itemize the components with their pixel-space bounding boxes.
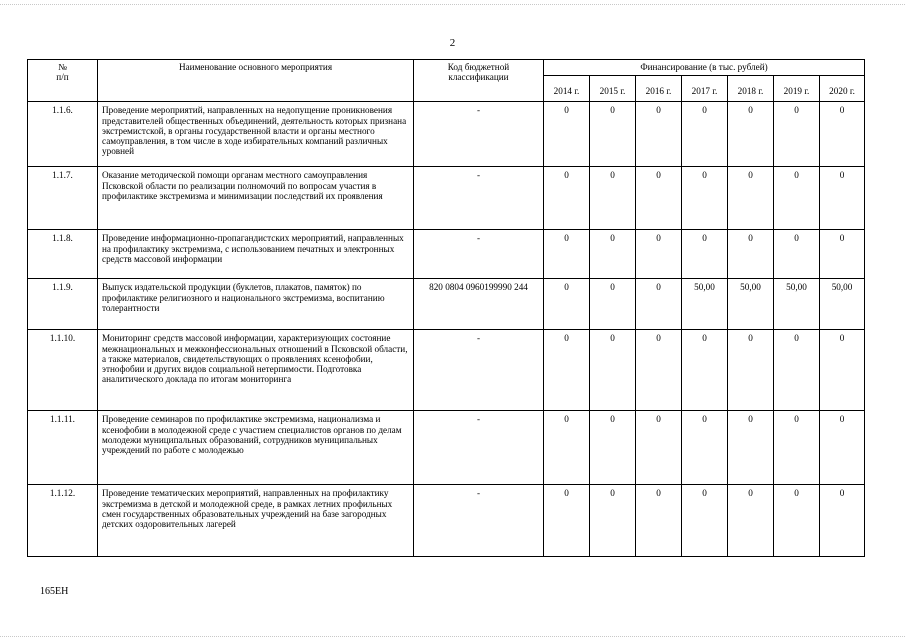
row-value: 0 (728, 102, 774, 167)
row-value: 0 (774, 102, 820, 167)
row-name: Проведение мероприятий, направленных на недопущение проникновения представителей общественных объединений, деятельность которых признана экстремистской, в органы государственной власти и органы местного самоуправления, в том числе в ходе избирательных компаний различных уровней (98, 102, 414, 167)
row-value: 0 (590, 102, 636, 167)
table-row (28, 279, 865, 330)
header-year: 2019 г. (774, 76, 820, 102)
row-value: 0 (820, 230, 865, 279)
header-year: 2017 г. (682, 76, 728, 102)
row-value: 0 (728, 485, 774, 557)
row-name: Проведение информационно-пропагандистских мероприятий, направленных на профилактику экстремизма, с использованием печатных и электронных средств массовой информации (98, 230, 414, 279)
row-value: 50,00 (682, 279, 728, 330)
row-value: 0 (728, 330, 774, 411)
scan-edge-bottom (0, 636, 905, 637)
row-value: 0 (820, 102, 865, 167)
row-value: 0 (544, 102, 590, 167)
row-value: 50,00 (728, 279, 774, 330)
row-name: Оказание методической помощи органам местного самоуправления Псковской области по реализации полномочий по вопросам участия в профилактике экстремизма и минимизации последствий их проявления (98, 167, 414, 230)
row-code: - (414, 411, 544, 485)
table-row (28, 230, 865, 279)
row-value: 0 (820, 167, 865, 230)
row-value: 0 (544, 167, 590, 230)
row-value: 50,00 (820, 279, 865, 330)
row-number: 1.1.12. (28, 485, 98, 557)
table-row (28, 485, 865, 557)
row-code: - (414, 230, 544, 279)
row-value: 0 (774, 330, 820, 411)
row-value: 0 (820, 411, 865, 485)
row-name: Проведение тематических мероприятий, направленных на профилактику экстремизма в детской и молодежной среде, в рамках летних профильных смен государственных образовательных учреждений на базе загородных детских оздоровительных лагерей (98, 485, 414, 557)
row-value: 0 (544, 485, 590, 557)
row-value: 0 (636, 279, 682, 330)
row-value: 0 (544, 411, 590, 485)
row-value: 0 (590, 279, 636, 330)
row-name: Проведение семинаров по профилактике экстремизма, национализма и ксенофобии в молодежной среде с участием специалистов органов по делам молодежи муниципальных образований, сотрудников муниципальных учреждений по работе с молодежью (98, 411, 414, 485)
row-value: 0 (728, 230, 774, 279)
row-value: 0 (590, 411, 636, 485)
row-code: - (414, 330, 544, 411)
row-value: 0 (590, 167, 636, 230)
row-value: 0 (636, 330, 682, 411)
row-value: 0 (636, 102, 682, 167)
row-value: 0 (774, 411, 820, 485)
row-value: 0 (590, 330, 636, 411)
row-value: 0 (636, 411, 682, 485)
row-name: Выпуск издательской продукции (буклетов, плакатов, памяток) по профилактике религиозного и национального экстремизма, воспитанию толерантности (98, 279, 414, 330)
row-value: 0 (682, 485, 728, 557)
row-value: 0 (682, 102, 728, 167)
row-code: 820 0804 0960199990 244 (414, 279, 544, 330)
table-row (28, 411, 865, 485)
footer-code: 165EH (40, 586, 69, 597)
header-number-label: № п/п (56, 62, 69, 83)
header-year: 2014 г. (544, 76, 590, 102)
row-code: - (414, 485, 544, 557)
header-year: 2015 г. (590, 76, 636, 102)
row-value: 0 (682, 411, 728, 485)
financing-table (27, 59, 865, 557)
row-number: 1.1.7. (28, 167, 98, 230)
row-code: - (414, 167, 544, 230)
row-value: 50,00 (774, 279, 820, 330)
row-value: 0 (682, 330, 728, 411)
header-year: 2020 г. (820, 76, 865, 102)
row-name: Мониторинг средств массовой информации, характеризующих состояние межнациональных и межконфессиональных отношений в Псковской области, а также материалов, свидетельствующих о проявлениях ксенофобии, этнофобии и других видов социальной нетерпимости. Подготовка аналитического доклада по итогам мониторинга (98, 330, 414, 411)
row-number: 1.1.9. (28, 279, 98, 330)
table-row (28, 167, 865, 230)
header-code: Код бюджетной классификации (414, 60, 544, 102)
row-value: 0 (682, 230, 728, 279)
header-year: 2016 г. (636, 76, 682, 102)
row-number: 1.1.11. (28, 411, 98, 485)
header-name: Наименование основного мероприятия (98, 60, 414, 102)
row-value: 0 (728, 411, 774, 485)
row-value: 0 (774, 230, 820, 279)
row-value: 0 (728, 167, 774, 230)
table-row (28, 102, 865, 167)
row-value: 0 (544, 330, 590, 411)
scan-edge-top (0, 4, 905, 5)
row-number: 1.1.6. (28, 102, 98, 167)
row-value: 0 (774, 485, 820, 557)
row-value: 0 (544, 279, 590, 330)
row-code: - (414, 102, 544, 167)
row-value: 0 (636, 230, 682, 279)
row-value: 0 (636, 485, 682, 557)
row-value: 0 (774, 167, 820, 230)
row-value: 0 (820, 330, 865, 411)
header-number (28, 60, 98, 102)
row-value: 0 (544, 230, 590, 279)
header-year: 2018 г. (728, 76, 774, 102)
page-number: 2 (449, 37, 456, 49)
row-number: 1.1.8. (28, 230, 98, 279)
row-value: 0 (590, 485, 636, 557)
table-row (28, 330, 865, 411)
row-number: 1.1.10. (28, 330, 98, 411)
row-value: 0 (590, 230, 636, 279)
row-value: 0 (636, 167, 682, 230)
row-value: 0 (682, 167, 728, 230)
row-value: 0 (820, 485, 865, 557)
header-financing: Финансирование (в тыс. рублей) (544, 60, 865, 76)
